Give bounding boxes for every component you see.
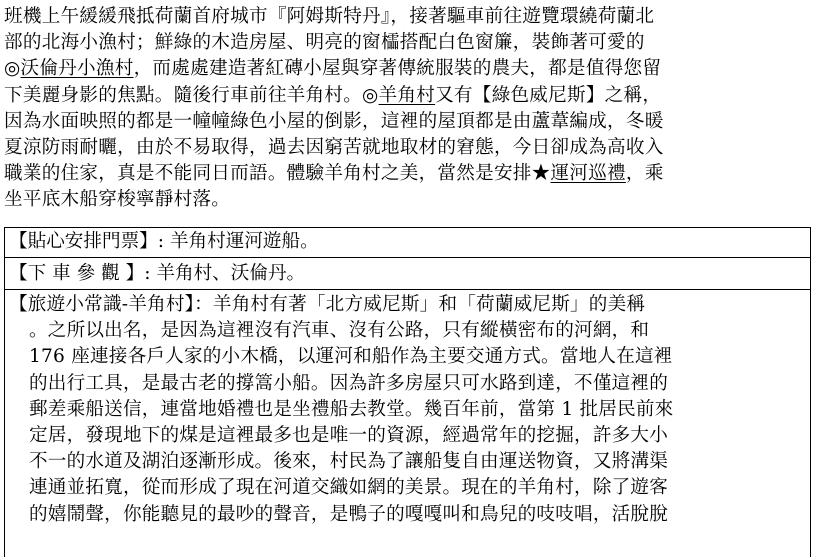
tips-line: 的嬉鬧聲，你能聽見的最吵的聲音，是鴨子的嘎嘎叫和鳥兒的吱吱唱，活脫脫: [29, 503, 668, 525]
intro-paragraph: [4, 4, 816, 214]
intro-line: 夏涼防雨耐曬，由於不易取得，過去因窮苦就地取材的窘態，今日卻成為高收入: [4, 136, 664, 158]
tips-line: 不一的水道及湖泊逐漸形成。後來，村民為了讓船隻自由運送物資，又將溝渠: [29, 451, 668, 473]
intro-text: 職業的住家，真是不能同日而語。體驗羊角村之美，當然是安排: [4, 163, 532, 185]
stops-row: [5, 258, 810, 290]
stops-value: : 羊角村、沃倫丹。: [144, 263, 306, 284]
tickets-value: : 羊角村運河遊船。: [157, 231, 319, 252]
star-icon: ★: [531, 163, 551, 185]
intro-text: ，而處處建造著紅磚小屋與穿著傳統服裝的農夫，都是值得您留: [133, 58, 662, 80]
circle-mark: ◎: [362, 84, 379, 106]
intro-line: 坐平底木船穿梭寧靜村落。: [4, 189, 231, 211]
tips-line: 176 座連接各戶人家的小木橋，以運河和船作為主要交通方式。當地人在這裡: [29, 346, 673, 368]
place-giethoorn: 羊角村: [378, 84, 436, 106]
intro-text: ，乘: [625, 163, 664, 185]
intro-text: 又有【綠色威尼斯】之稱，: [435, 84, 662, 106]
tips-line: 郵差乘船送信，連當地婚禮也是坐禮船去教堂。幾百年前，當第 1 批居民前來: [29, 398, 674, 420]
tips-line: 連通並拓寬，從而形成了現在河道交織如網的美景。現在的羊角村，除了遊客: [29, 477, 668, 499]
intro-line: [4, 83, 816, 109]
tips-line: 的出行工具，是最古老的撐篙小船。因為許多房屋只可水路到達，不僅這裡的: [29, 372, 668, 394]
intro-line: [4, 161, 816, 187]
tips-line: 。之所以出名，是因為這裡沒有汽車、沒有公路，只有縱橫密布的河網，和: [29, 320, 650, 342]
intro-line: 部的北海小漁村；鮮綠的木造房屋、明亮的窗櫺搭配白色窗簾，裝飾著可愛的: [4, 32, 645, 54]
intro-line: 因為水面映照的都是一幢幢綠色小屋的倒影，這裡的屋頂都是由蘆葦編成，冬暖: [4, 110, 664, 132]
circle-mark: ◎: [4, 58, 21, 80]
intro-line: 班機上午緩緩飛抵荷蘭首府城市『阿姆斯特丹』，接著驅車前往遊覽環繞荷蘭北: [4, 6, 655, 27]
intro-line: [4, 56, 816, 82]
tips-line: 定居，發現地下的煤是這裡最多也是唯一的資源，經過常年的挖掘，許多大小: [29, 424, 668, 446]
tips-label: 【旅遊小常識-羊角村】: [9, 294, 195, 315]
activity-canal-tour: 運河巡禮: [550, 163, 626, 185]
intro-text: 下美麗身影的焦點。隨後行車前往羊角村。: [4, 84, 363, 106]
stops-label: 【下 車 參 觀 】: [9, 263, 145, 284]
tips-row: [5, 290, 810, 560]
info-table: [4, 227, 811, 557]
tips-text: ：羊角村有著「北方威尼斯」和「荷蘭威尼斯」的美稱: [194, 294, 646, 315]
tickets-label: 【貼心安排門票】: [9, 231, 158, 252]
tickets-row: [5, 228, 810, 258]
place-volendam: 沃倫丹小漁村: [20, 58, 134, 80]
tips-line: [9, 292, 810, 318]
